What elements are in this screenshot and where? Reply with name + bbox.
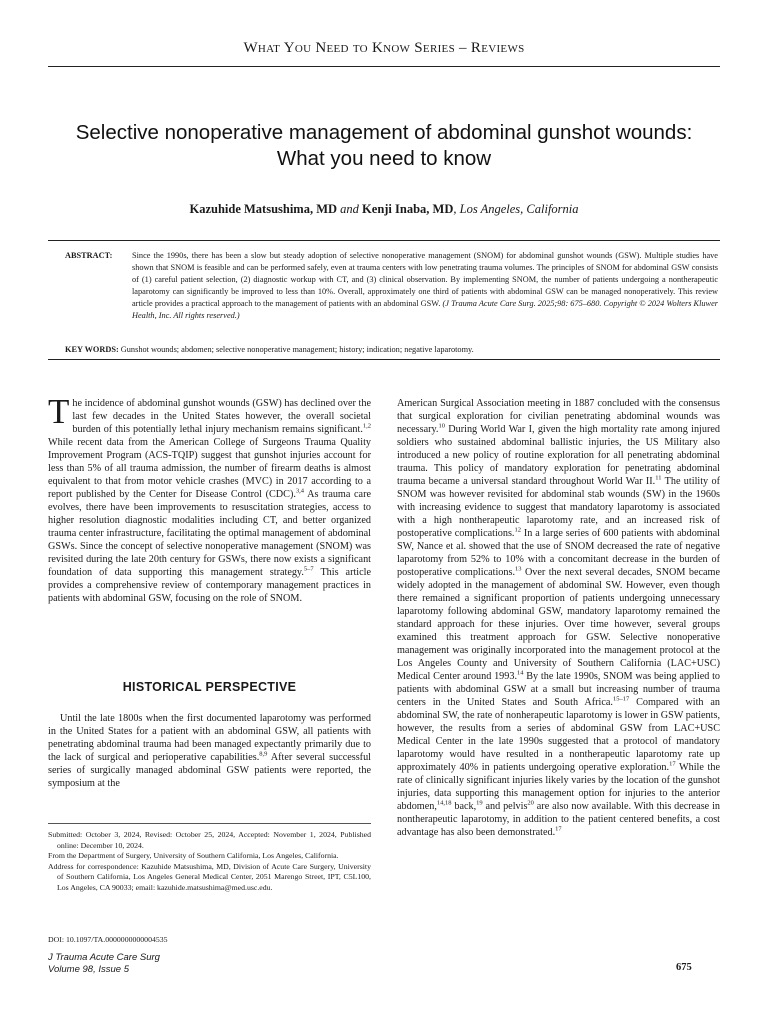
right-paragraph	[397, 397, 720, 839]
ref-sup: 8,9	[259, 750, 268, 758]
intro-text-4: This article provides a comprehensive review of contemporary management practices in patients with abdominal GSW, focusing on the role of SNOM.	[48, 567, 371, 604]
ref-sup: 13	[515, 565, 522, 573]
journal-footer	[48, 952, 160, 976]
left-column-intro	[48, 392, 371, 605]
ref-sup: 5–7	[303, 565, 314, 573]
intro-text-1: he incidence of abdominal gunshot wounds (GSW) has declined over the last few decades in the United States however, the overall societal burden of this potentially lethal injury mechanism remains significant.	[72, 398, 371, 435]
keywords-line	[65, 344, 720, 356]
footnote-affiliation: From the Department of Surgery, University of Southern California, Los Angeles, California.	[48, 851, 339, 860]
intro-paragraph	[48, 392, 371, 605]
historical-text-1: Until the late 1800s when the first documented laparotomy was performed in the United States for a patient with an abdominal GSW, all patients with penetrating abdominal trauma had been managed expectantly primarily due to the lack of surgical and perioperative capabilities.	[48, 713, 371, 763]
ref-sup: 14,18	[436, 799, 452, 807]
article-title: Selective nonoperative management of abdominal gunshot wounds: What you need to know	[75, 121, 693, 170]
footnote-rule	[48, 823, 371, 824]
drop-cap: T	[48, 392, 70, 431]
ref-sup: 17	[555, 825, 562, 833]
section-heading-historical: HISTORICAL PERSPECTIVE	[122, 680, 297, 694]
intro-text-3: As trauma care evolves, there have been improvements to resuscitation strategies, access to higher resolution diagnostic modalities including CT, and better organized trauma center infrastructure, facilitating the optimal management of abdominal GSWs. Since the concept of selective nonoperative management (SNOM) was revisited during the late 20th century for GSWs, there now exists a significant foundation of data supporting this management strategy.	[48, 489, 371, 578]
journal-name: J Trauma Acute Care Surg	[48, 952, 160, 963]
ref-sup: 20	[527, 799, 534, 807]
journal-volume: Volume 98, Issue 5	[48, 964, 129, 975]
ref-sup: 1,2	[362, 422, 371, 430]
abstract-text	[132, 250, 718, 322]
doi: DOI: 10.1097/TA.0000000000004535	[48, 935, 168, 944]
author-2: Kenji Inaba, MD	[362, 202, 454, 216]
ref-sup: 14	[517, 669, 524, 677]
right-column	[397, 397, 720, 839]
ref-sup: 12	[514, 526, 521, 534]
abstract-body: Since the 1990s, there has been a slow but steady adoption of selective nonoperative management (SNOM) for abdominal gunshot wounds (GSW). Multiple studies have shown that SNOM is feasible and can be performed safely, even at trauma centers with low penetrating trauma volumes. The principles of SNOM for abdominal GSW consists of (1) careful patient selection, (2) diagnostic workup with CT, and (3) clinical observation. By implementing SNOM, the number of patients undergoing a nontherapeutic laparotomy can significantly be improved to less than 10%. Overall, approximately one third of patients with abdominal GSW can be managed nonoperatively. This review article provides a practical approach to the management of patients with an abdominal GSW.	[132, 251, 718, 308]
right-text: The utility of SNOM was however revisited for abdominal stab wounds (SW) in the 1960s with increasing evidence to suggest that mandatory laparotomy is associated with a high nontherapeutic laparotomy rate, and an increased risk of postoperative complications.	[397, 476, 720, 539]
historical-paragraph	[48, 712, 371, 790]
abstract-rule-top	[48, 240, 720, 241]
keywords-label: KEY WORDS:	[65, 345, 119, 354]
right-text: American Surgical Association meeting in 1887 concluded with the consensus that surgical exploration for civilian penetrating abdominal wounds was necessary.	[397, 398, 720, 435]
right-text: While the rate of clinically significant injuries likely varies by the location of the gunshot injuries, data supporting this management option for injuries to the anterior abdomen,	[397, 762, 721, 812]
ref-sup: 15–17	[612, 695, 630, 703]
right-text: Compared with an abdominal SW, the rate of nonherapeutic laparotomy is lower in GSW patients, however, the results from a series of abdominal GSW from LAC+USC Medical Center in the late 1990s suggested that a protocol of mandatory laparotomy would have resulted in a nontherapeutic laparotomy rate up approximately 40% in patients undergoing operative exploration.	[397, 697, 720, 773]
right-text: In a large series of 600 patients with abdominal SW, Nance et al. showed that the use of SNOM decreased the rate of negative laparotomy from 52% to 10% with a concomitant decrease in the burden of postoperative complications.	[397, 528, 720, 578]
abstract-citation: (J Trauma Acute Care Surg. 2025;98: 675–680. Copyright © 2024 Wolters Kluwer Health, Inc. All rights reserved.)	[132, 299, 718, 320]
abstract-rule-bottom	[48, 359, 720, 360]
abstract-label: ABSTRACT:	[65, 251, 113, 260]
intro-text-2: While recent data from the American College of Surgeons Trauma Quality Improvement Program (ACS-TQIP) suggest that gunshot injuries account for less than 5% of all trauma admission, the number of firearm deaths is almost equivalent to that from motor vehicle crashes (MVC) in 2017 according to a report published by the Center for Disease Control (CDC).	[48, 437, 371, 500]
ref-sup: 11	[655, 474, 662, 482]
footnote-correspondence: Address for correspondence: Kazuhide Matsushima, MD, Division of Acute Care Surgery, University of Southern California, Los Angeles General Medical Center, 2051 Marengo Street, IPT, C5L100, Los Angeles, CA 90033; email: kazuhide.matsushima@med.usc.edu.	[48, 861, 371, 892]
right-text: By the late 1990s, SNOM was being applied to patients with abdominal GSW at a small but increasing number of trauma centers in the United States and South Africa.	[397, 671, 720, 708]
right-text: back,	[451, 801, 477, 812]
historical-text-2: After several successful series of surgically managed abdominal GSW patients were reported, the symposium at the	[48, 752, 371, 789]
author-1: Kazuhide Matsushima, MD	[189, 202, 338, 216]
right-text: and pelvis	[482, 801, 528, 812]
ref-sup: 10	[438, 422, 445, 430]
keywords-text: Gunshot wounds; abdomen; selective nonoperative management; history; indication; negative laparotomy.	[120, 345, 474, 354]
author-conjunction: and	[340, 202, 359, 216]
footnotes	[48, 830, 371, 893]
abstract-block	[48, 250, 718, 322]
ref-sup: 3,4	[295, 487, 305, 495]
right-text: are also now available. With this decrease in nontherapeutic laparotomy, in addition to the patient centered benefits, a cost advantage has also been demonstrated.	[397, 801, 720, 838]
right-text: Over the next several decades, SNOM became widely adopted in the management of abdominal SW. However, even though there remained a significant proportion of patients undergoing unnecessary laparotomy following abdominal GSW, mandatory laparotomy remained the standard approach for these injuries. Over time however, several groups examined this treatment approach for GSW. Selective nonoperative management was originally incorporated into the management protocol at the Los Angeles County and University of Southern California (LAC+USC) Medical Center around 1993.	[397, 567, 720, 682]
left-column-historical	[48, 712, 371, 790]
footnote-submitted: Submitted: October 3, 2024, Revised: October 25, 2024, Accepted: November 1, 2024, Published online: December 10, 2024.	[48, 830, 371, 850]
right-text: During World War I, given the high mortality rate among injured soldiers who sustained abdominal ballistic injuries, the US Military also introduced a new policy of routine exploration for all penetrating abdominal trauma. This policy of mandatory exploration for penetrating abdominal trauma became a universal standard throughout World War II.	[397, 424, 720, 487]
author-location: , Los Angeles, California	[453, 202, 579, 216]
header-rule	[48, 66, 720, 67]
author-line	[48, 202, 720, 217]
page-number: 675	[676, 962, 692, 973]
ref-sup: 19	[476, 799, 483, 807]
series-header: What You Need to Know Series – Reviews	[243, 40, 525, 56]
ref-sup: 17	[669, 760, 676, 768]
